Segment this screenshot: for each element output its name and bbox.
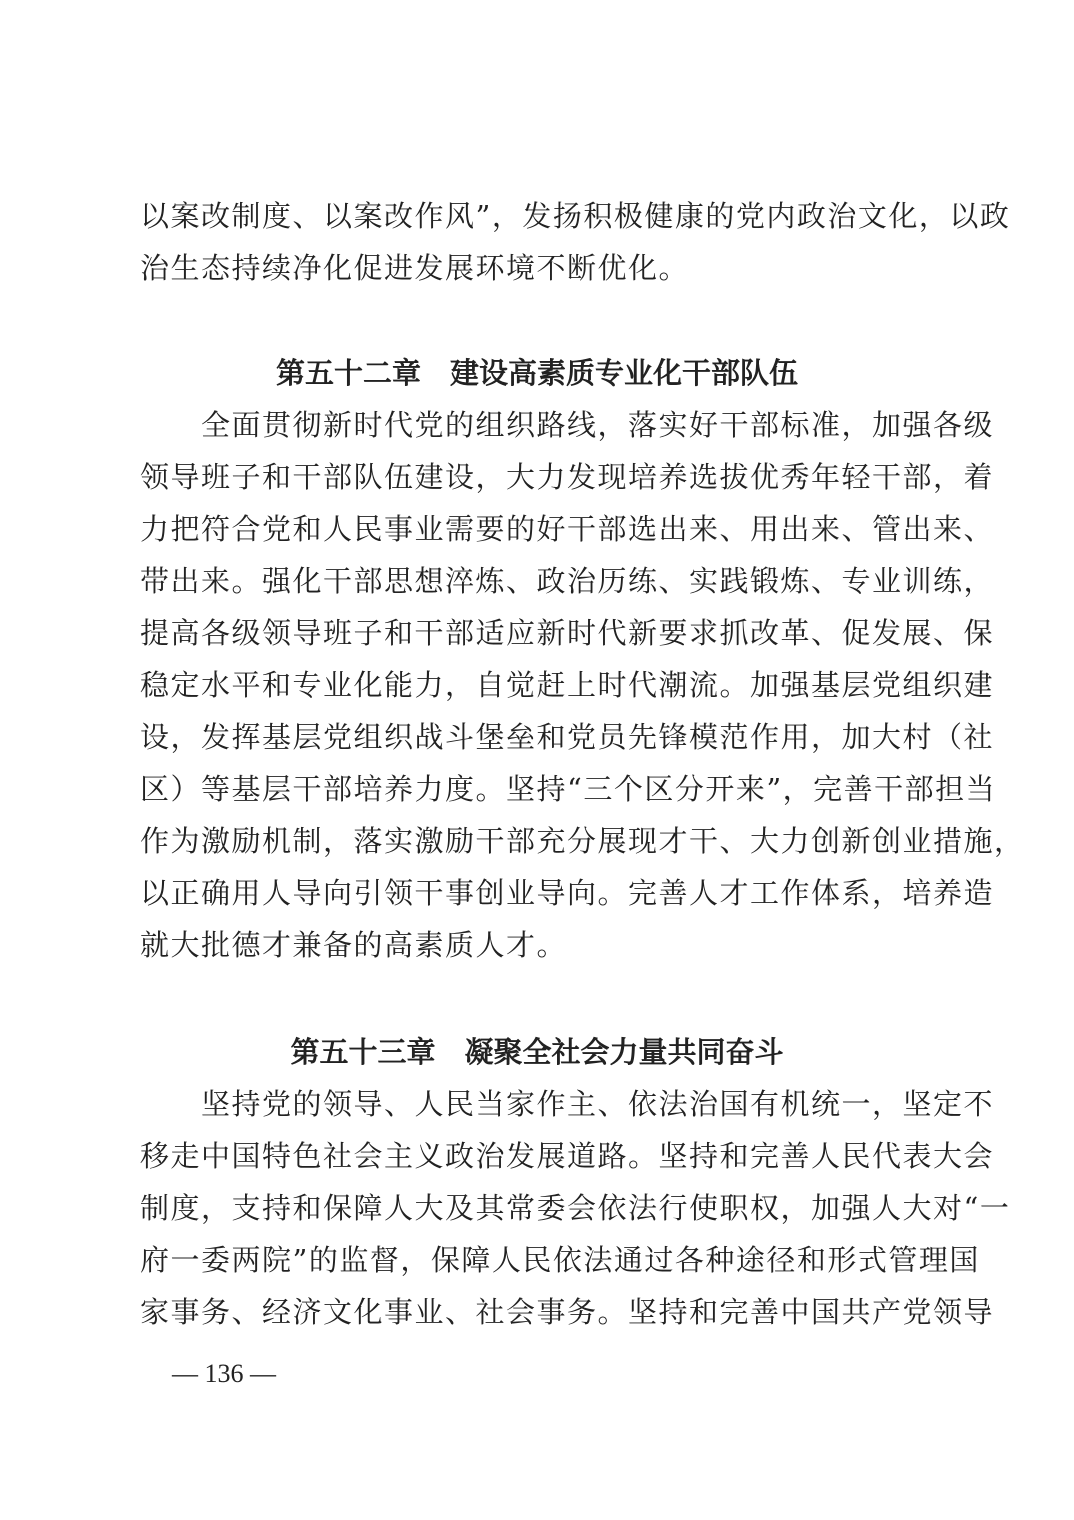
paragraph-line: 就大批德才兼备的高素质人才。 (140, 928, 568, 962)
paragraph-line: 领导班子和干部队伍建设，大力发现培养选拔优秀年轻干部，着 (140, 460, 995, 494)
paragraph-line: 力把符合党和人民事业需要的好干部选出来、用出来、管出来、 (140, 512, 995, 546)
paragraph-line: 家事务、经济文化事业、社会事务。坚持和完善中国共产党领导 (140, 1295, 995, 1329)
paragraph-line: 带出来。强化干部思想淬炼、政治历练、实践锻炼、专业训练， (140, 564, 995, 598)
paragraph-line: 稳定水平和专业化能力，自觉赶上时代潮流。加强基层党组织建 (140, 668, 995, 702)
paragraph-line: 作为激励机制，落实激励干部充分展现才干、大力创新创业措施， (140, 824, 1025, 858)
page-number: — 136 — (172, 1359, 276, 1388)
paragraph-line: 府一委两院”的监督，保障人民依法通过各种途径和形式管理国 (140, 1243, 980, 1277)
paragraph-line: 制度，支持和保障人大及其常委会依法行使职权，加强人大对“一 (140, 1191, 1011, 1225)
paragraph-line: 移走中国特色社会主义政治发展道路。坚持和完善人民代表大会 (140, 1139, 995, 1173)
paragraph-line: 区）等基层干部培养力度。坚持“三个区分开来”，完善干部担当 (140, 772, 997, 806)
chapter-heading: 第五十三章 凝聚全社会力量共同奋斗 (290, 1035, 784, 1069)
paragraph-line: 治生态持续净化促进发展环境不断优化。 (140, 251, 690, 285)
chapter-heading: 第五十二章 建设高素质专业化干部队伍 (275, 356, 798, 390)
paragraph-line: 设，发挥基层党组织战斗堡垒和党员先锋模范作用，加大村（社 (140, 720, 995, 754)
paragraph-line: 以案改制度、以案改作风”，发扬积极健康的党内政治文化，以政 (140, 199, 1011, 233)
paragraph-line: 以正确用人导向引领干事创业导向。完善人才工作体系，培养造 (140, 876, 995, 910)
paragraph-line: 全面贯彻新时代党的组织路线，落实好干部标准，加强各级 (140, 408, 995, 442)
paragraph-line: 提高各级领导班子和干部适应新时代新要求抓改革、促发展、保 (140, 616, 995, 650)
paragraph-line: 坚持党的领导、人民当家作主、依法治国有机统一，坚定不 (140, 1087, 995, 1121)
